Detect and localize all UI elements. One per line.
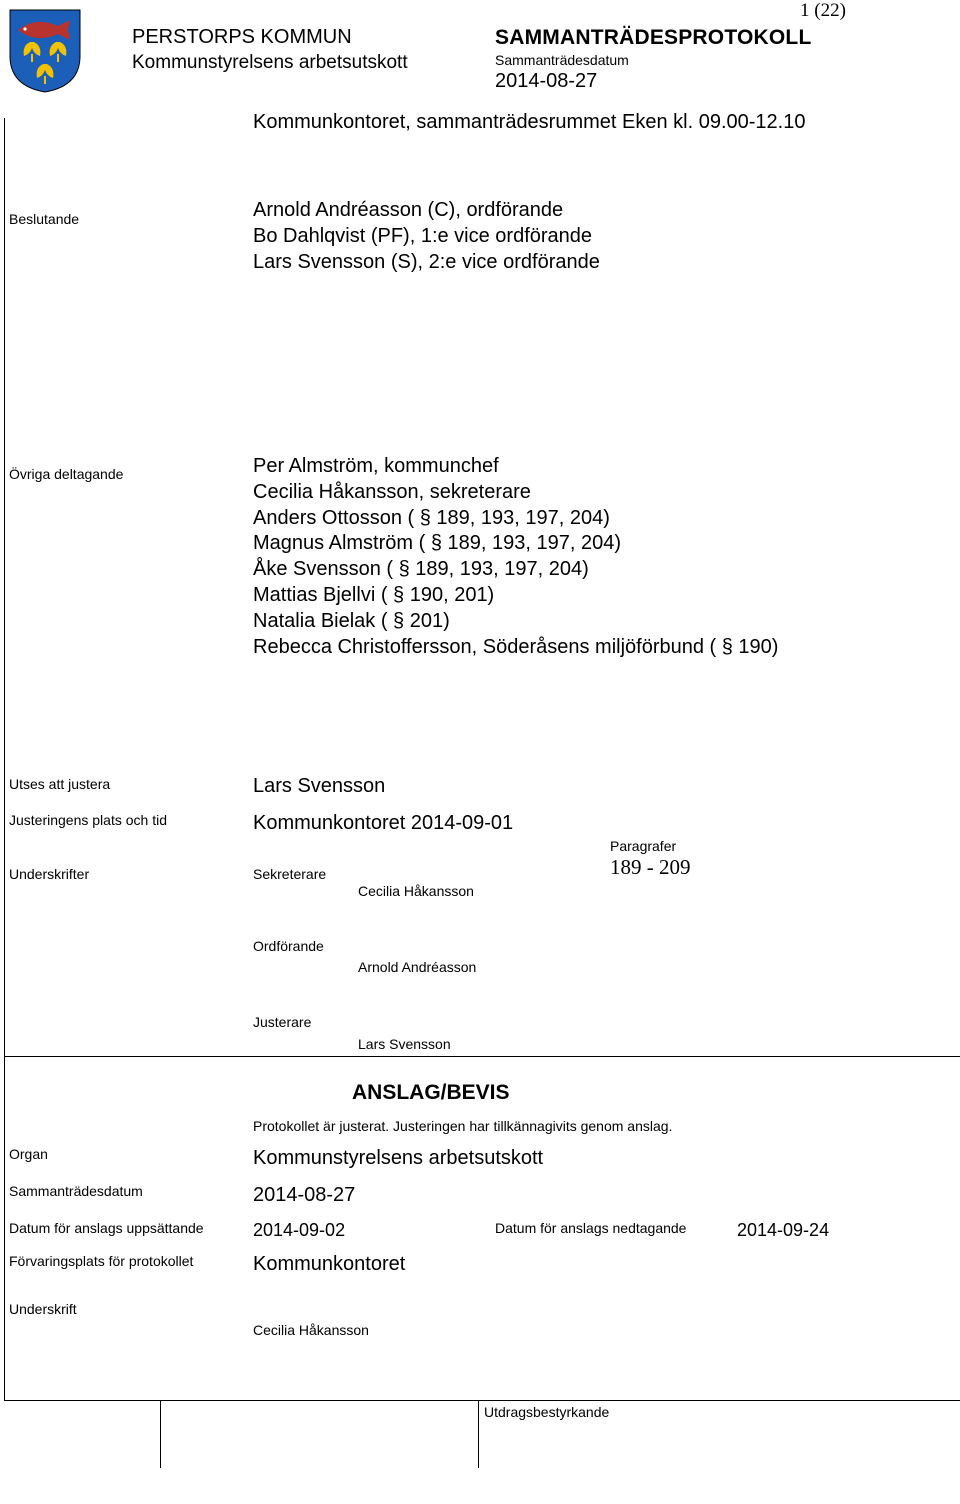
adjustment-place-value: Kommunkontoret 2014-09-01: [253, 812, 514, 834]
deciding-label: Beslutande: [9, 211, 80, 227]
others-member: Mattias Bjellvi ( § 190, 201): [253, 583, 495, 606]
footer-divider-1: [160, 1400, 161, 1468]
left-border-bottom: [4, 1056, 5, 1400]
left-border-top: [4, 118, 5, 1056]
page-number: 1 (22): [800, 0, 846, 21]
others-member: Per Almström, kommunchef: [253, 455, 499, 477]
others-member: Natalia Bielak ( § 201): [253, 609, 450, 632]
adjustment-place-label: Justeringens plats och tid: [9, 812, 167, 828]
notice-date-value: 2014-08-27: [253, 1184, 356, 1206]
posted-date-label: Datum för anslags uppsättande: [9, 1220, 204, 1236]
meeting-date: 2014-08-27: [495, 70, 598, 92]
adjuster-appointed-value: Lars Svensson: [253, 775, 386, 797]
notice-date-label: Sammanträdesdatum: [9, 1183, 143, 1199]
committee-name: Kommunstyrelsens arbetsutskott: [132, 52, 408, 73]
storage-value: Kommunkontoret: [253, 1253, 406, 1275]
posted-date-value: 2014-09-02: [253, 1220, 346, 1240]
notice-signature-name: Cecilia Håkansson: [253, 1322, 369, 1338]
coat-of-arms-icon: [8, 8, 82, 94]
paragraphs-value: 189 - 209: [610, 855, 691, 879]
extract-certification-label: Utdragsbestyrkande: [484, 1404, 610, 1420]
notice-statement: Protokollet är justerat. Justeringen har tillkännagivits genom anslag.: [253, 1118, 673, 1134]
organ-label: Organ: [9, 1146, 48, 1162]
removed-date-value: 2014-09-24: [737, 1220, 830, 1240]
notice-title: ANSLAG/BEVIS: [352, 1081, 510, 1104]
adjuster-appointed-label: Utses att justera: [9, 776, 111, 792]
secretary-label: Sekreterare: [253, 866, 327, 882]
removed-date-label: Datum för anslags nedtagande: [495, 1220, 687, 1236]
others-label: Övriga deltagande: [9, 466, 124, 482]
others-member: Anders Ottosson ( § 189, 193, 197, 204): [253, 506, 610, 529]
footer-divider-2: [478, 1400, 479, 1468]
footer-top-line: [4, 1400, 960, 1401]
others-list: [253, 454, 778, 660]
secretary-name: Cecilia Håkansson: [358, 883, 474, 899]
signatures-label: Underskrifter: [9, 866, 90, 882]
deciding-member: Bo Dahlqvist (PF), 1:e vice ordförande: [253, 224, 593, 247]
meeting-date-label: Sammanträdesdatum: [495, 52, 629, 68]
meeting-location: Kommunkontoret, sammanträdesrummet Eken kl. 09.00-12.10: [253, 111, 806, 133]
others-member: Åke Svensson ( § 189, 193, 197, 204): [253, 558, 589, 581]
adjuster-label: Justerare: [253, 1014, 312, 1030]
paragraphs-label: Paragrafer: [610, 838, 677, 854]
others-member: Magnus Almström ( § 189, 193, 197, 204): [253, 532, 621, 555]
adjuster-name: Lars Svensson: [358, 1036, 451, 1052]
deciding-member: Arnold Andréasson (C), ordförande: [253, 199, 564, 221]
notice-signature-label: Underskrift: [9, 1301, 77, 1317]
chair-name: Arnold Andréasson: [358, 959, 477, 975]
municipality-name: PERSTORPS KOMMUN: [132, 26, 352, 48]
storage-label: Förvaringsplats för protokollet: [9, 1253, 194, 1269]
organ-value: Kommunstyrelsens arbetsutskott: [253, 1147, 544, 1169]
deciding-member: Lars Svensson (S), 2:e vice ordförande: [253, 250, 600, 273]
deciding-list: [253, 198, 600, 275]
others-member: Cecilia Håkansson, sekreterare: [253, 480, 531, 503]
others-member: Rebecca Christoffersson, Söderåsens miljöförbund ( § 190): [253, 635, 779, 658]
document-title: SAMMANTRÄDESPROTOKOLL: [495, 26, 812, 49]
separator-line-signatures: [4, 1056, 960, 1057]
chair-label: Ordförande: [253, 938, 324, 954]
